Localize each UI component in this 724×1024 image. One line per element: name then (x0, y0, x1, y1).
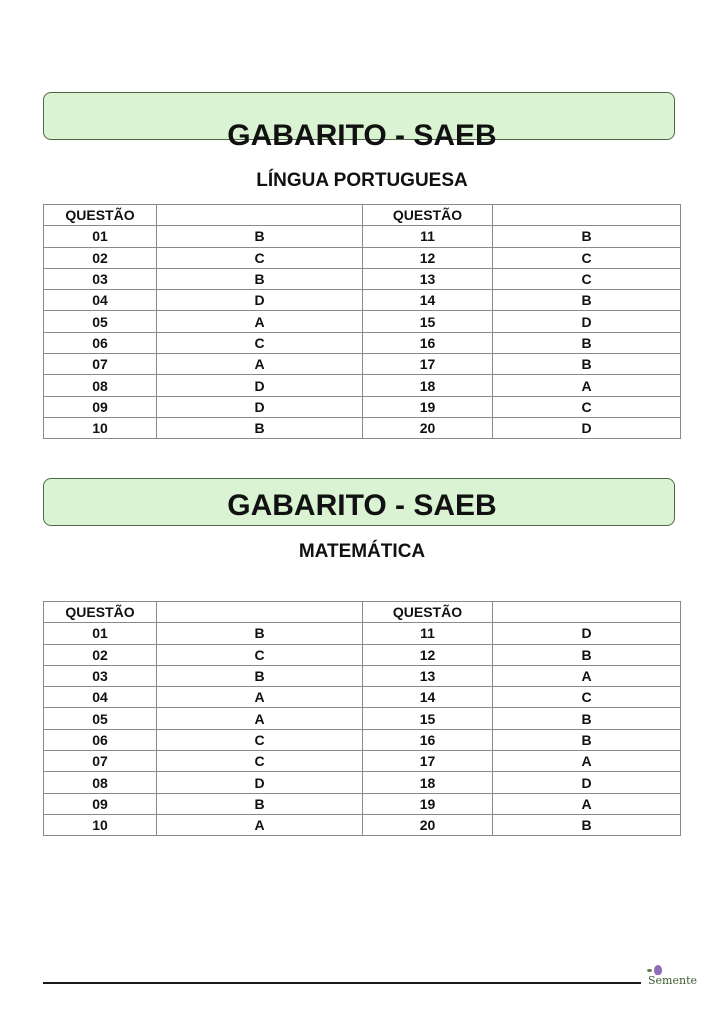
question-number-cell: 03 (44, 268, 157, 289)
subject-title-portuguese: LÍNGUA PORTUGUESA (256, 170, 468, 191)
question-number-cell: 19 (363, 396, 493, 417)
table-row (44, 793, 681, 814)
question-number-cell: 15 (363, 708, 493, 729)
question-number-cell: 08 (44, 375, 157, 396)
question-number-cell: 01 (44, 226, 157, 247)
answer-cell: B (157, 793, 363, 814)
leaf-icon (647, 969, 652, 972)
footer-divider (43, 982, 641, 984)
question-number-cell: 08 (44, 772, 157, 793)
question-number-cell: 14 (363, 290, 493, 311)
subject-title-math: MATEMÁTICA (298, 541, 426, 562)
answer-cell: B (157, 226, 363, 247)
answer-cell: B (493, 729, 681, 750)
header-cell: QUESTÃO (44, 205, 157, 226)
question-number-cell: 12 (363, 247, 493, 268)
table-row (44, 268, 681, 289)
question-number-cell: 13 (363, 268, 493, 289)
question-number-cell: 13 (363, 665, 493, 686)
answer-cell: C (493, 687, 681, 708)
question-number-cell: 04 (44, 687, 157, 708)
question-number-cell: 16 (363, 729, 493, 750)
table-header-row (44, 602, 681, 623)
table-row (44, 665, 681, 686)
question-number-cell: 09 (44, 793, 157, 814)
answer-cell: A (157, 311, 363, 332)
table-row (44, 772, 681, 793)
answer-cell: B (157, 268, 363, 289)
semente-logo (644, 965, 696, 991)
question-number-cell: 12 (363, 644, 493, 665)
answer-table-math (43, 601, 681, 836)
question-number-cell: 14 (363, 687, 493, 708)
answer-cell: A (157, 814, 363, 835)
question-number-cell: 18 (363, 772, 493, 793)
table-row (44, 290, 681, 311)
banner-title-portuguese: GABARITO - SAEB (227, 119, 497, 152)
header-cell (157, 205, 363, 226)
question-number-cell: 16 (363, 332, 493, 353)
table-row (44, 375, 681, 396)
question-number-cell: 06 (44, 729, 157, 750)
answer-cell: B (157, 417, 363, 438)
answer-cell: C (493, 268, 681, 289)
answer-cell: B (493, 226, 681, 247)
answer-cell: B (157, 623, 363, 644)
question-number-cell: 17 (363, 751, 493, 772)
question-number-cell: 10 (44, 814, 157, 835)
header-cell: QUESTÃO (363, 602, 493, 623)
table-row (44, 708, 681, 729)
answer-cell: C (493, 396, 681, 417)
answer-cell: D (157, 772, 363, 793)
answer-cell: A (157, 708, 363, 729)
answer-cell: D (493, 623, 681, 644)
answer-cell: B (157, 665, 363, 686)
table-row (44, 332, 681, 353)
answer-table-portuguese (43, 204, 681, 439)
answer-cell: D (493, 772, 681, 793)
answer-cell: A (157, 354, 363, 375)
question-number-cell: 03 (44, 665, 157, 686)
table-row (44, 396, 681, 417)
header-cell: QUESTÃO (363, 205, 493, 226)
header-cell (157, 602, 363, 623)
table-header-row (44, 205, 681, 226)
answer-cell: D (493, 311, 681, 332)
answer-cell: C (157, 644, 363, 665)
logo-text: Semente (648, 974, 698, 987)
question-number-cell: 05 (44, 708, 157, 729)
answer-cell: D (157, 396, 363, 417)
header-cell: QUESTÃO (44, 602, 157, 623)
answer-cell: B (493, 644, 681, 665)
question-number-cell: 15 (363, 311, 493, 332)
question-number-cell: 17 (363, 354, 493, 375)
question-number-cell: 09 (44, 396, 157, 417)
table-row (44, 226, 681, 247)
answer-cell: C (157, 729, 363, 750)
answer-cell: A (493, 665, 681, 686)
answer-cell: A (157, 687, 363, 708)
table-row (44, 729, 681, 750)
table-row (44, 814, 681, 835)
answer-cell: A (493, 375, 681, 396)
question-number-cell: 07 (44, 751, 157, 772)
table-row (44, 417, 681, 438)
answer-cell: D (157, 375, 363, 396)
question-number-cell: 02 (44, 247, 157, 268)
table-row (44, 687, 681, 708)
answer-cell: D (157, 290, 363, 311)
answer-cell: A (493, 751, 681, 772)
answer-cell: B (493, 332, 681, 353)
table-row (44, 247, 681, 268)
question-number-cell: 01 (44, 623, 157, 644)
table-row (44, 623, 681, 644)
question-number-cell: 20 (363, 417, 493, 438)
answer-cell: B (493, 708, 681, 729)
answer-cell: B (493, 290, 681, 311)
answer-cell: C (157, 332, 363, 353)
header-cell (493, 205, 681, 226)
question-number-cell: 06 (44, 332, 157, 353)
question-number-cell: 11 (363, 226, 493, 247)
answer-cell: A (493, 793, 681, 814)
header-cell (493, 602, 681, 623)
banner-title-math: GABARITO - SAEB (227, 489, 497, 522)
table-row (44, 311, 681, 332)
question-number-cell: 11 (363, 623, 493, 644)
question-number-cell: 18 (363, 375, 493, 396)
table-row (44, 644, 681, 665)
question-number-cell: 05 (44, 311, 157, 332)
question-number-cell: 10 (44, 417, 157, 438)
question-number-cell: 04 (44, 290, 157, 311)
table-row (44, 354, 681, 375)
answer-cell: C (157, 751, 363, 772)
question-number-cell: 02 (44, 644, 157, 665)
question-number-cell: 19 (363, 793, 493, 814)
answer-cell: C (157, 247, 363, 268)
answer-cell: B (493, 354, 681, 375)
answer-cell: D (493, 417, 681, 438)
answer-cell: B (493, 814, 681, 835)
question-number-cell: 20 (363, 814, 493, 835)
question-number-cell: 07 (44, 354, 157, 375)
answer-cell: C (493, 247, 681, 268)
table-row (44, 751, 681, 772)
